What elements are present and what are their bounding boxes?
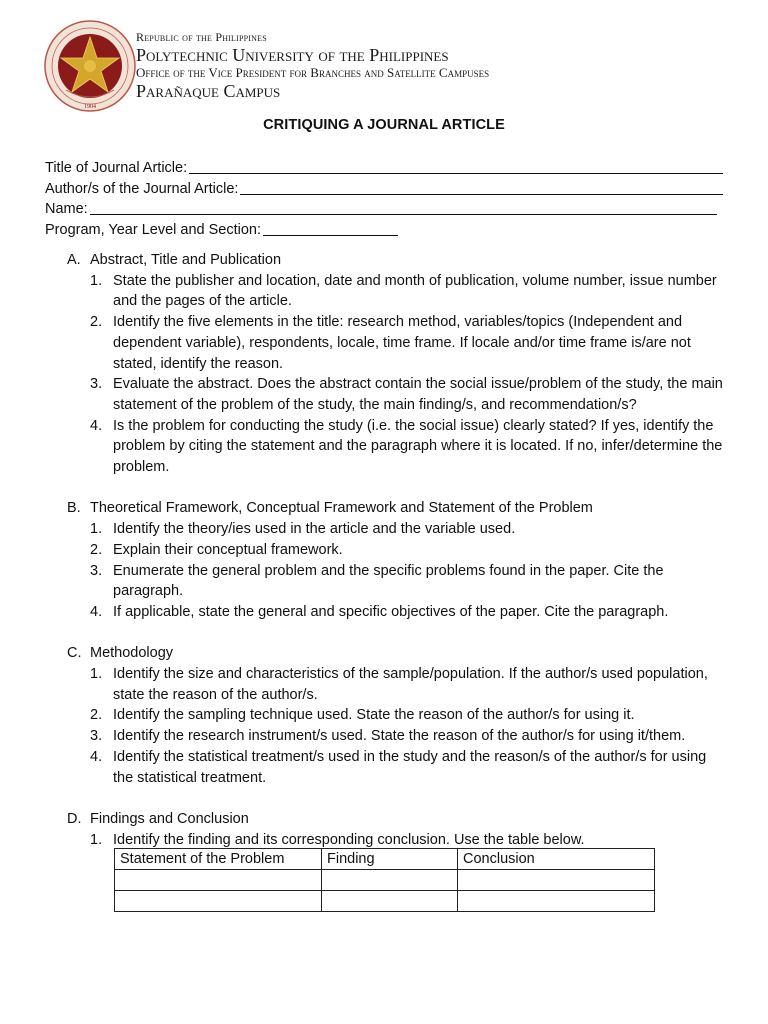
item-number: 2. xyxy=(90,314,103,331)
item-text: Identify the statistical treatment/s used in the study and the reason/s of the author/s for using the statistical treatment. xyxy=(113,748,707,786)
field-row xyxy=(45,179,725,200)
field-label: Title of Journal Article: xyxy=(45,160,188,176)
list-item xyxy=(90,540,725,561)
item-number: 1. xyxy=(90,272,103,289)
list-item xyxy=(90,747,725,788)
table-cell[interactable] xyxy=(322,870,458,891)
item-text: Explain their conceptual framework. xyxy=(113,541,343,558)
author-blank[interactable] xyxy=(240,179,723,195)
item-number: 2. xyxy=(90,541,103,558)
item-text: Identify the finding and its corresponding conclusion. Use the table below. xyxy=(113,831,585,848)
table-header-cell: Conclusion xyxy=(458,849,655,870)
section-items xyxy=(45,519,725,623)
campus-name: Parañaque Campus xyxy=(136,81,281,101)
list-item xyxy=(90,561,725,602)
field-row xyxy=(45,158,725,179)
table-cell[interactable] xyxy=(115,891,322,912)
section-title: Methodology xyxy=(90,645,174,662)
program-blank[interactable] xyxy=(263,220,398,236)
seal-year: 1904 xyxy=(84,104,96,110)
section-heading xyxy=(45,643,725,664)
item-number: 4. xyxy=(90,748,103,765)
section-letter: D. xyxy=(67,810,82,827)
item-text: Identify the five elements in the title: research method, variables/topics (Independent and dependent variable), respondents, locale, time frame. If locale and/or time frame is/are not stated, identify the reason. xyxy=(113,314,691,372)
list-item xyxy=(90,726,725,747)
item-number: 1. xyxy=(90,521,103,538)
section-letter: C. xyxy=(67,645,82,662)
list-item xyxy=(90,271,725,312)
section-title: Theoretical Framework, Conceptual Framework and Statement of the Problem xyxy=(90,500,593,517)
item-number: 3. xyxy=(90,728,103,745)
republic-line: Republic of the Philippines xyxy=(136,30,267,44)
findings-table xyxy=(114,848,655,912)
table-header-row xyxy=(115,849,655,870)
title-blank[interactable] xyxy=(189,158,723,174)
section xyxy=(45,498,725,622)
section-letter: B. xyxy=(67,500,81,517)
list-item xyxy=(90,602,725,623)
letterhead xyxy=(136,29,489,101)
section-items xyxy=(45,664,725,788)
section-heading xyxy=(45,250,725,271)
table-cell[interactable] xyxy=(458,870,655,891)
table-header-cell: Finding xyxy=(322,849,458,870)
critique-sections xyxy=(45,250,725,871)
item-text: State the publisher and location, date and month of publication, volume number, issue number and the pages of the article. xyxy=(113,272,717,310)
item-text: Is the problem for conducting the study (i.e. the social issue) clearly stated? If yes, identify the problem by citing the statement and the paragraph where it is located. If no, infer/determine the problem. xyxy=(113,417,723,476)
section xyxy=(45,809,725,850)
item-number: 3. xyxy=(90,562,103,579)
item-number: 4. xyxy=(90,417,103,434)
field-label: Author/s of the Journal Article: xyxy=(45,180,239,197)
item-number: 2. xyxy=(90,707,103,724)
table-row xyxy=(115,891,655,912)
item-text: Identify the sampling technique used. State the reason of the author/s for using it. xyxy=(113,707,635,724)
item-text: Identify the research instrument/s used. State the reason of the author/s for using it/them. xyxy=(113,728,686,745)
table-row xyxy=(115,870,655,891)
field-row xyxy=(45,199,725,220)
item-number: 3. xyxy=(90,376,103,393)
university-name: Polytechnic University of the Philippines xyxy=(136,45,449,65)
item-text: Identify the size and characteristics of the sample/population. If the author/s used population, state the reason of the author/s. xyxy=(113,666,708,703)
list-item xyxy=(90,416,725,478)
field-label: Program, Year Level and Section: xyxy=(45,222,262,239)
list-item xyxy=(90,705,725,726)
section-title: Findings and Conclusion xyxy=(90,810,249,827)
list-item xyxy=(90,374,725,415)
table-cell[interactable] xyxy=(322,891,458,912)
section-heading xyxy=(45,809,725,830)
section-items xyxy=(45,271,725,478)
section xyxy=(45,643,725,788)
section-letter: A. xyxy=(67,252,81,268)
office-line: Office of the Vice President for Branches and Satellite Campuses xyxy=(136,65,490,80)
name-blank[interactable] xyxy=(90,199,717,215)
table-cell[interactable] xyxy=(458,891,655,912)
info-fields xyxy=(45,158,725,241)
list-item xyxy=(90,519,725,540)
field-label: Name: xyxy=(45,201,88,218)
item-text: Enumerate the general problem and the specific problems found in the paper. Cite the paragraph. xyxy=(113,562,664,600)
list-item xyxy=(90,312,725,374)
section-heading xyxy=(45,498,725,519)
item-number: 1. xyxy=(90,831,103,848)
table-header-cell: Statement of the Problem xyxy=(115,849,322,870)
section-title: Abstract, Title and Publication xyxy=(90,252,282,268)
list-item xyxy=(90,664,725,705)
item-number: 1. xyxy=(90,666,103,683)
item-text: If applicable, state the general and specific objectives of the paper. Cite the paragraph. xyxy=(113,603,669,620)
item-text: Evaluate the abstract. Does the abstract contain the social issue/problem of the study, the main statement of the problem of the study, the main finding/s, and recommendation/s? xyxy=(113,376,723,413)
university-seal-icon xyxy=(44,20,136,112)
field-row xyxy=(45,220,725,241)
item-number: 4. xyxy=(90,603,103,620)
section xyxy=(45,250,725,478)
table-cell[interactable] xyxy=(115,870,322,891)
document-title: CRITIQUING A JOURNAL ARTICLE xyxy=(263,117,505,133)
item-text: Identify the theory/ies used in the article and the variable used. xyxy=(113,521,516,538)
